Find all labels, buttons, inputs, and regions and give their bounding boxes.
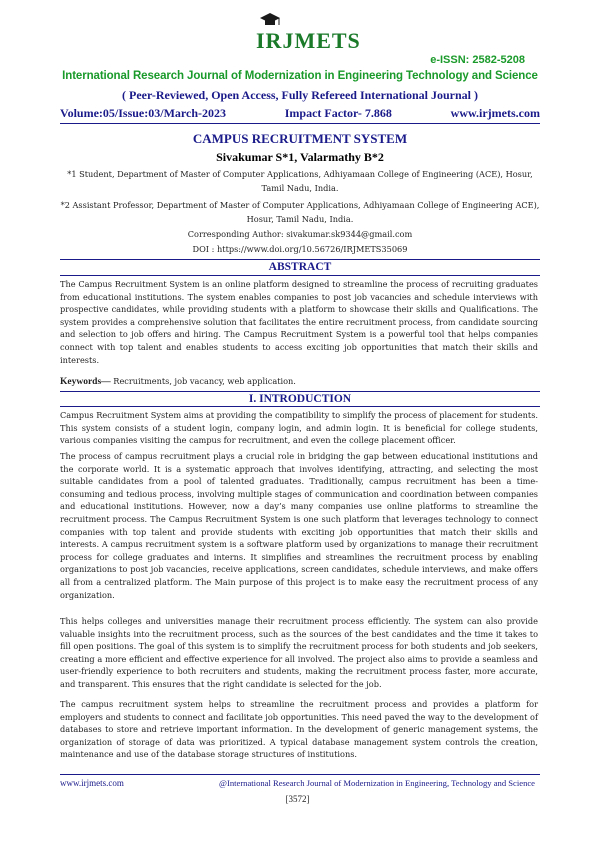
footer-website[interactable]: www.irjmets.com: [60, 778, 124, 788]
intro-paragraph-2: The process of campus recruitment plays a crucial role in bridging the gap between educational institutions and the corporate world. It is a systematic approach that involves identifying, attracting, and selecting the most suitable candidates from a pool of talented graduates. Traditionally, campus recruitment has been a time-consuming and tedious process, involving multiple stages of communication and coordination between companies and educational institutions. However, now a day’s many companies use online platforms to streamline the recruitment process. The Campus Recruitment System is one such platform that leverages technology to connect companies with top talent and provide students with exciting job opportunities that match their skills and interests. A campus recruitment system is a software platform used by organizations to manage their recruitment process for college graduates and interns. It simplifies and streamlines the recruitment process by enabling organizations to post job vacancies, receive applications, screen candidates, schedule interviews, and make offers all from a centralized platform. The Main purpose of this project is to make easy the recruitment process of any organization.: [60, 451, 538, 600]
intro-paragraph-1: Campus Recruitment System aims at providing the compatibility to simplify the process of placement for students. This system consists of a student login, company login, and admin login. It is beneficial for college students, various companies visiting the campus for recruitment, and even the college placement officer.: [60, 410, 538, 446]
affiliation-2: *2 Assistant Professor, Department of Master of Computer Applications, Adhiyamaan College of Engineering ACE), Hosur, Tamil Nadu, India.: [60, 200, 540, 224]
paper-authors: Sivakumar S*1, Valarmathy B*2: [216, 150, 384, 164]
corresponding-author: Corresponding Author: sivakumar.sk9344@gmail.com: [187, 229, 413, 239]
issn: e-ISSN: 2582-5208: [430, 54, 525, 66]
impact-factor: Impact Factor- 7.868: [284, 106, 392, 120]
abstract-heading: ABSTRACT: [268, 261, 332, 273]
introduction-heading: I. INTRODUCTION: [248, 393, 352, 405]
intro-paragraph-3: This helps colleges and universities manage their recruitment process efficiently. The system can also provide valuable insights into the recruitment process, such as the sources of the best candidates and the time it takes to fill open positions. The goal of this system is to simplify the recruitment process for both students and job seekers, creating a more efficient and effective experience for all involved. The project also aims to provide a seamless and user-friendly experience to both recruiters and students, making the recruitment process faster, more accurate, and transparent. This ensures that the right candidate is selected for the job.: [60, 616, 538, 689]
doi[interactable]: DOI : https://www.doi.org/10.56726/IRJMETS35069: [192, 244, 408, 254]
intro-rule-bottom: [60, 406, 540, 407]
intro-rule-top: [60, 391, 540, 392]
peer-review-note: ( Peer-Reviewed, Open Access, Fully Refereed International Journal ): [122, 88, 478, 102]
journal-website[interactable]: www.irjmets.com: [450, 106, 540, 120]
journal-logo: [250, 10, 360, 56]
abstract-text: The Campus Recruitment System is an online platform designed to streamline the process of recruiting graduates from educational institutions. The system enables companies to post job vacancies and schedule interviews with prospective candidates, while providing students with a platform to showcase their skills and Qualifications. The system provides a comprehensive solution that facilitates the entire recruitment process, from candidate sourcing and selection to job offers and hiring. The Campus Recruitment System is a powerful tool that helps companies connect with top talent and enables students to access exciting job opportunities that match their skills and interests.: [60, 279, 538, 365]
volume-issue: Volume:05/Issue:03/March-2023: [60, 106, 226, 120]
graduation-cap-icon: [260, 13, 280, 25]
abstract-rule-bottom: [60, 275, 540, 276]
abstract-rule-top: [60, 259, 540, 260]
intro-paragraph-4: The campus recruitment system helps to streamline the recruitment process and provides a platform for employers and students to connect and facilitate job opportunities. This need paved the way to the development of databases to store and retrieve important information. In the development of generic management systems, the organization of storage of data was prioritized. A typical database management system controls the creation, maintenance and use of the database storage structures of institutions.: [60, 699, 538, 760]
volume-bar: [60, 106, 540, 121]
footer-rule: [60, 774, 540, 775]
keywords-label: Keywords—: [60, 377, 111, 387]
footer-copyright: @International Research Journal of Modernization in Engineering, Technology and Science: [219, 778, 535, 788]
affiliation-1: *1 Student, Department of Master of Computer Applications, Adhiyamaan College of Engineering (ACE), Hosur, Tamil Nadu, India.: [67, 169, 533, 193]
journal-name: International Research Journal of Modernization in Engineering Technology and Science: [62, 70, 538, 82]
logo-text: IRJMETS: [256, 28, 360, 53]
page-number: [3572]: [285, 794, 310, 804]
header-rule: [60, 123, 540, 124]
keywords: [60, 375, 538, 389]
paper-title: CAMPUS RECRUITMENT SYSTEM: [192, 131, 408, 146]
keywords-text: Recruitments, job vacancy, web application.: [110, 376, 296, 386]
